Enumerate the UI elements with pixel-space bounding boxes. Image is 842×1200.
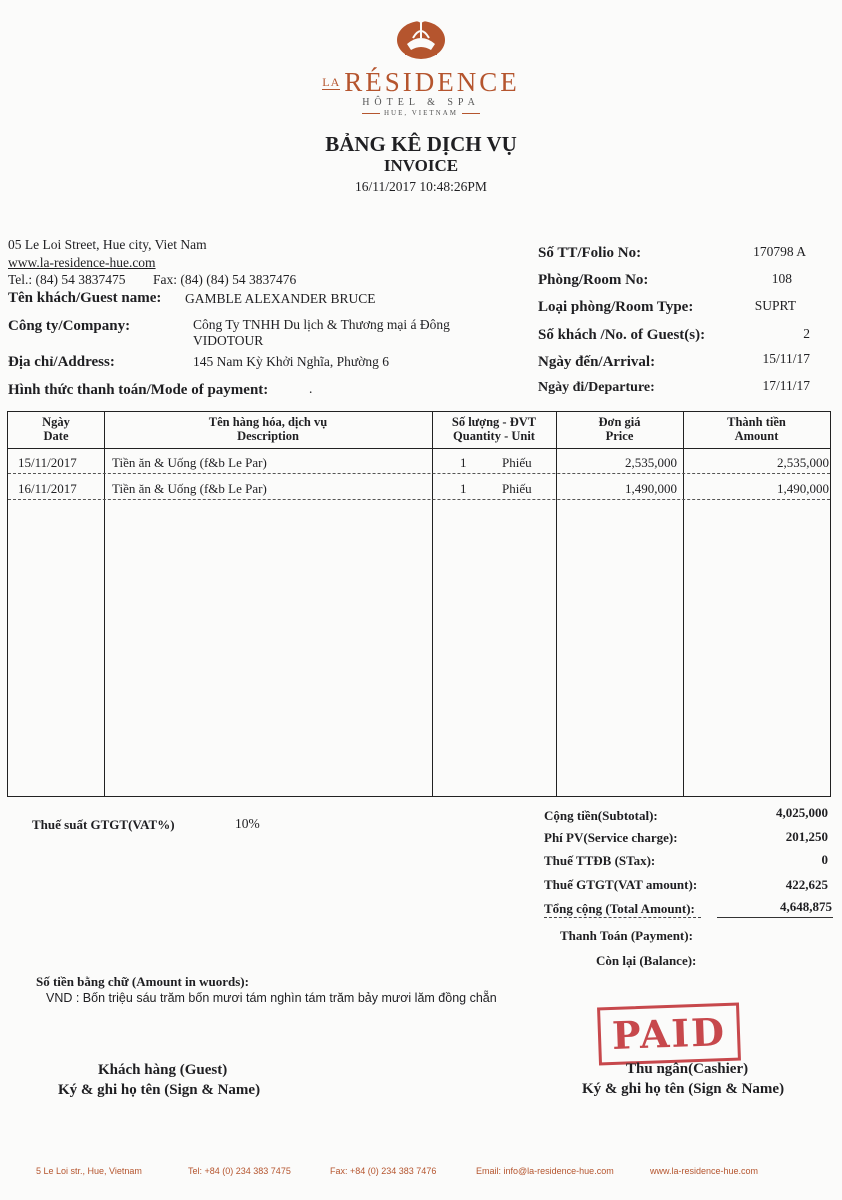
footer-email: Email: info@la-residence-hue.com bbox=[476, 1166, 614, 1176]
brand-subtitle: HÔTEL & SPA bbox=[362, 97, 480, 108]
arrival-date: 15/11/17 bbox=[762, 351, 810, 366]
invoice-datetime: 16/11/2017 10:48:26PM bbox=[355, 179, 487, 194]
row-qty: 1 bbox=[460, 455, 467, 470]
row-qty: 1 bbox=[460, 481, 467, 496]
row-description: Tiền ăn & Uống (f&b Le Par) bbox=[112, 481, 267, 496]
row-unit: Phiếu bbox=[502, 481, 532, 496]
hotel-website: www.la-residence-hue.com bbox=[8, 255, 156, 270]
footer-website: www.la-residence-hue.com bbox=[650, 1166, 759, 1176]
stax-label: Thuế TTĐB (STax): bbox=[544, 853, 656, 868]
cashier-signature-instruction: Ký & ghi họ tên (Sign & Name) bbox=[582, 1081, 785, 1097]
service-charge-value: 201,250 bbox=[785, 829, 828, 844]
footer-fax: Fax: +84 (0) 234 383 7476 bbox=[330, 1166, 437, 1176]
folio-label: Số TT/Folio No: bbox=[538, 245, 642, 261]
vat-rate-label: Thuế suất GTGT(VAT%) bbox=[32, 817, 175, 832]
col-header-description: Tên hàng hóa, dịch vụ Description bbox=[208, 415, 328, 443]
row-date: 16/11/2017 bbox=[18, 481, 77, 496]
vat-rate: 10% bbox=[235, 816, 260, 831]
palm-lotus-emblem-icon bbox=[391, 14, 451, 60]
folio-number: 170798 A bbox=[753, 244, 806, 259]
footer-tel: Tel: +84 (0) 234 383 7475 bbox=[188, 1166, 291, 1176]
company-line1: Công Ty TNHH Du lịch & Thương mại á Đông bbox=[193, 317, 450, 332]
balance-label: Còn lại (Balance): bbox=[596, 953, 697, 968]
guest-name: GAMBLE ALEXANDER BRUCE bbox=[185, 291, 376, 306]
amount-words: VND : Bốn triệu sáu trăm bốn mươi tám nghìn tám trăm bảy mươi lăm đồng chẵn bbox=[46, 991, 497, 1005]
total-label: Tổng cộng (Total Amount): bbox=[544, 901, 695, 916]
departure-label: Ngày đi/Departure: bbox=[538, 380, 655, 395]
paid-stamp: PAID bbox=[597, 1003, 741, 1066]
row-unit: Phiếu bbox=[502, 455, 532, 470]
brand-location: HUE, VIETNAM bbox=[0, 109, 842, 117]
col-header-quantity: Số lượng - ĐVT Quantity - Unit bbox=[451, 415, 537, 443]
room-number: 108 bbox=[771, 271, 792, 286]
invoice-table bbox=[7, 411, 831, 797]
total-value: 4,648,875 bbox=[780, 899, 832, 914]
guests-label: Số khách /No. of Guest(s): bbox=[538, 327, 706, 343]
brand-prefix: LA bbox=[322, 75, 341, 89]
company-line2: VIDOTOUR bbox=[193, 333, 264, 348]
row-description: Tiền ăn & Uống (f&b Le Par) bbox=[112, 455, 267, 470]
total-value-underline bbox=[717, 917, 833, 918]
room-type-label: Loại phòng/Room Type: bbox=[538, 299, 694, 315]
subtotal-value: 4,025,000 bbox=[776, 805, 828, 820]
hotel-fax: Fax: (84) (84) 54 3837476 bbox=[153, 272, 297, 287]
row-price: 2,535,000 bbox=[625, 455, 677, 470]
invoice-title-en: INVOICE bbox=[383, 156, 459, 175]
vat-amount-value: 422,625 bbox=[785, 877, 828, 892]
stax-value: 0 bbox=[821, 852, 828, 867]
footer-address: 5 Le Loi str., Hue, Vietnam bbox=[36, 1166, 142, 1176]
vat-amount-label: Thuế GTGT(VAT amount): bbox=[544, 877, 698, 892]
hotel-tel: Tel.: (84) 54 3837475 bbox=[8, 272, 126, 287]
service-charge-label: Phí PV(Service charge): bbox=[544, 830, 678, 845]
guest-address: 145 Nam Kỳ Khởi Nghĩa, Phường 6 bbox=[193, 354, 389, 369]
hotel-address: 05 Le Loi Street, Hue city, Viet Nam bbox=[8, 237, 207, 252]
subtotal-label: Cộng tiền(Subtotal): bbox=[544, 808, 658, 823]
invoice-title-vn: BẢNG KÊ DỊCH VỤ bbox=[325, 132, 517, 156]
total-underline bbox=[544, 917, 701, 918]
hotel-logo bbox=[0, 14, 842, 117]
company-label: Công ty/Company: bbox=[8, 318, 131, 334]
col-header-date: Ngày Date bbox=[42, 415, 70, 443]
amount-words-label: Số tiền bằng chữ (Amount in wuords): bbox=[36, 974, 249, 989]
cashier-signature-title: Thu ngân(Cashier) bbox=[626, 1061, 749, 1077]
col-header-amount: Thành tiền Amount bbox=[727, 415, 786, 443]
guest-signature-title: Khách hàng (Guest) bbox=[98, 1062, 228, 1078]
brand-name: RÉSIDENCE bbox=[344, 67, 520, 97]
col-header-price: Đơn giá Price bbox=[598, 415, 641, 443]
payment-label: Thanh Toán (Payment): bbox=[560, 928, 693, 943]
room-label: Phòng/Room No: bbox=[538, 272, 649, 288]
payment-mode-label: Hình thức thanh toán/Mode of payment: bbox=[8, 382, 269, 398]
guests-count: 2 bbox=[803, 326, 810, 341]
guest-signature-instruction: Ký & ghi họ tên (Sign & Name) bbox=[58, 1082, 261, 1098]
address-label: Địa chỉ/Address: bbox=[8, 354, 115, 370]
room-type: SUPRT bbox=[754, 298, 796, 313]
guest-name-label: Tên khách/Guest name: bbox=[8, 290, 162, 306]
departure-date: 17/11/17 bbox=[762, 378, 810, 393]
arrival-label: Ngày đến/Arrival: bbox=[538, 354, 656, 370]
row-amount: 2,535,000 bbox=[777, 455, 829, 470]
row-price: 1,490,000 bbox=[625, 481, 677, 496]
row-amount: 1,490,000 bbox=[777, 481, 829, 496]
payment-mode: . bbox=[309, 381, 313, 396]
row-date: 15/11/2017 bbox=[18, 455, 77, 470]
